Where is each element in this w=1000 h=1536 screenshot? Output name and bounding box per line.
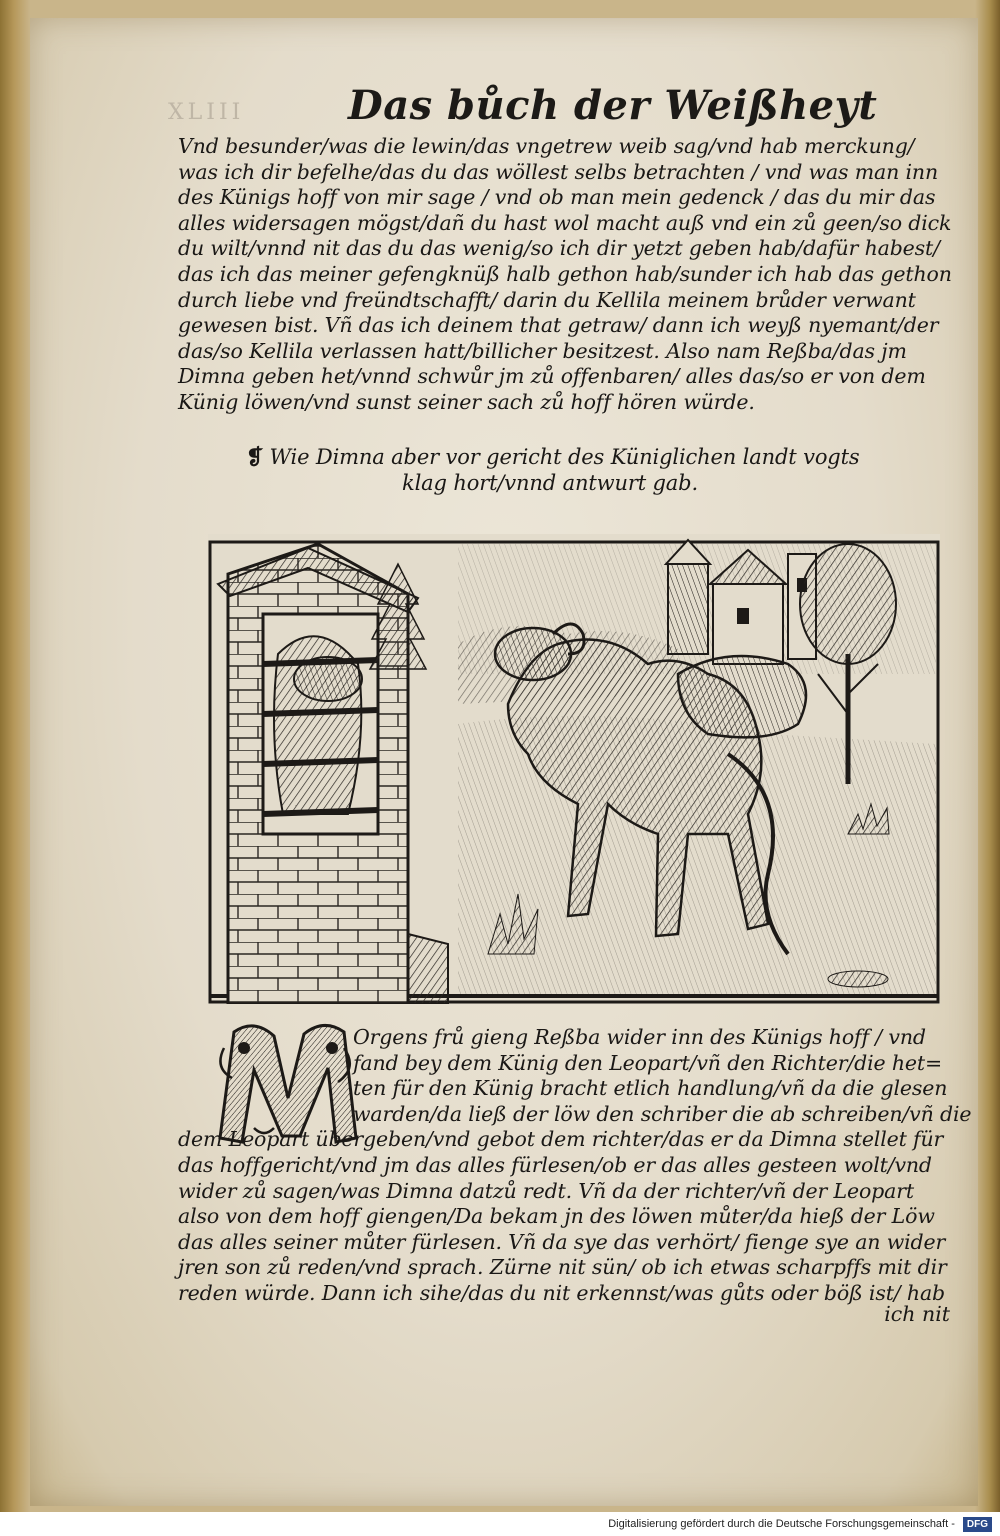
text-line: ten für den Künig bracht etlich handlung/vñ da die glesen	[353, 1076, 948, 1101]
text-line: des Künigs hoff von mir sage / vnd ob man mein gedenck / das du mir das	[178, 185, 936, 210]
running-title: Das bůch der Weißheyt	[348, 82, 878, 129]
text-line: dem Leopart übergeben/vnd gebot dem richter/das er da Dimna stellet für	[178, 1127, 944, 1152]
text-line: das alles seiner můter fürlesen. Vñ da sye das verhört/ fienge sye an wider	[178, 1229, 946, 1254]
text-line: warden/da ließ der löw den schriber die ab schreiben/vñ die	[353, 1101, 972, 1126]
chapter-heading	[246, 444, 886, 496]
dfg-logo: DFG	[963, 1517, 992, 1532]
text-line: Künig löwen/vnd sunst seiner sach zů hoff hören würde.	[178, 389, 755, 414]
text-line: gewesen bist. Vñ das ich deinem that getraw/ dann ich weyß nyemant/der	[178, 313, 939, 338]
text-line: das hoffgericht/vnd jm das alles fürlesen/ob er das alles gesteen wolt/vnd	[178, 1152, 932, 1177]
heading-line-1	[246, 444, 886, 470]
text-block-top	[178, 134, 952, 416]
pilcrow-icon: ❡	[246, 444, 264, 469]
digitization-footer	[0, 1512, 1000, 1536]
town-buildings	[666, 540, 816, 664]
text-line: Orgens frů gieng Reßba wider inn des Künigs hoff / vnd	[353, 1025, 926, 1049]
text-line: alles widersagen mögst/dañ du hast wol macht auß vnd ein zů geen/so dick	[178, 210, 952, 235]
folio-number: XLIII	[168, 100, 245, 125]
text-line: fand bey dem Künig den Leopart/vñ den Richter/die het=	[353, 1050, 943, 1075]
text-block-bottom	[178, 1025, 972, 1307]
heading-line-2: klag hort/vnnd antwurt gab.	[402, 471, 698, 495]
text-line: Vnd besunder/was die lewin/das vngetrew weib sag/vnd hab merckung/	[178, 134, 915, 158]
text-line: Dimna geben het/vnnd schwůr jm zů offenbaren/ alles das/so er von dem	[178, 364, 926, 389]
text-line: jren son zů reden/vnd sprach. Zürne nit sün/ ob ich etwas scharpffs mit dir	[178, 1255, 947, 1280]
text-line: reden würde. Dann ich sihe/das du nit erkennst/was gůts oder böß ist/ hab	[178, 1280, 946, 1305]
catchword: ich nit	[884, 1302, 950, 1326]
running-head	[168, 82, 878, 129]
text-line: durch liebe vnd freündtschafft/ darin du Kellila meinem brůder verwant	[178, 287, 916, 312]
text-line: das/so Kellila verlassen hatt/billicher besitzest. Also nam Reßba/das jm	[178, 338, 907, 363]
woodcut-illustration	[208, 534, 940, 1004]
text-line: also von dem hoff giengen/Da bekam jn des löwen můter/da hieß der Löw	[178, 1204, 935, 1229]
footer-credit: Digitalisierung gefördert durch die Deutsche Forschungsgemeinschaft -	[608, 1518, 955, 1530]
heading-text-1: Wie Dimna aber vor gericht des Küniglichen landt vogts	[269, 445, 860, 469]
text-line: was ich dir befelhe/das du das wöllest selbs betrachten / vnd was man inn	[178, 159, 939, 184]
text-line: du wilt/vnnd nit das du das wenig/so ich dir yetzt geben hab/dafür habest/	[178, 236, 940, 261]
text-line: das ich das meiner gefengknüß halb gethon hab/sunder ich hab das gethon	[178, 261, 952, 286]
text-line: wider zů sagen/was Dimna datzů redt. Vñ da der richter/vñ der Leopart	[178, 1178, 914, 1203]
